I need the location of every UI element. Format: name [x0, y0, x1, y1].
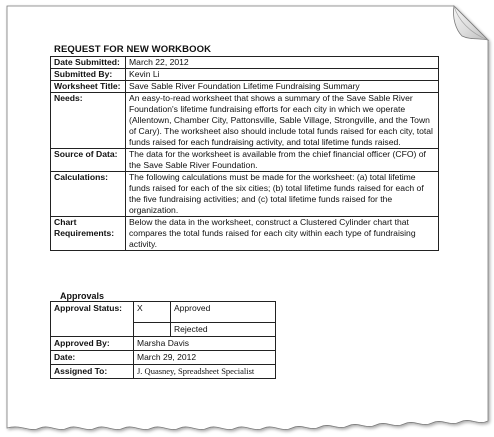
- row-value: The data for the worksheet is available from the chief financial officer (CFO) of the Save Sable River Foundation.: [126, 149, 439, 172]
- approvals-title: Approvals: [60, 291, 105, 301]
- table-row: [51, 302, 276, 323]
- assigned-to-value: J. Quasney, Spreadsheet Specialist: [134, 365, 276, 379]
- table-row: [51, 365, 276, 379]
- row-label: Source of Data:: [51, 149, 126, 172]
- table-row: [51, 57, 439, 69]
- approvals-table: [50, 301, 276, 379]
- table-row: [51, 351, 276, 365]
- table-row: [51, 217, 439, 251]
- row-label: Submitted By:: [51, 69, 126, 81]
- request-table: [50, 56, 439, 251]
- date-value: March 29, 2012: [134, 351, 276, 365]
- row-label: Calculations:: [51, 172, 126, 217]
- row-label: Worksheet Title:: [51, 81, 126, 93]
- row-value: Kevin Li: [126, 69, 439, 81]
- table-row: [51, 93, 439, 149]
- row-value: The following calculations must be made for the worksheet: (a) total lifetime funds raised for each of the six cities; (b) total lifetime funds raised for each of the five fundraising activities; and (c) total lifetime funds raised for the organization.: [126, 172, 439, 217]
- row-label: Chart Requirements:: [51, 217, 126, 251]
- document-title: REQUEST FOR NEW WORKBOOK: [54, 44, 212, 55]
- row-value: Save Sable River Foundation Lifetime Fundraising Summary: [126, 81, 439, 93]
- rejected-option: Rejected: [171, 323, 276, 337]
- assigned-to-label: Assigned To:: [51, 365, 134, 379]
- approved-by-label: Approved By:: [51, 337, 134, 351]
- date-label: Date:: [51, 351, 134, 365]
- table-row: [51, 337, 276, 351]
- row-value: An easy-to-read worksheet that shows a summary of the Save Sable River Foundation's lifetime fundraising efforts for each city in which we operate (Allentown, Chamber City, Pattonsville, Sable Village, Strongville, and the Town of Cary). The worksheet also should include total funds raised for each city, total funds raised for each fundraising activity, and total lifetime funds raised.: [126, 93, 439, 149]
- row-value: Below the data in the worksheet, construct a Clustered Cylinder chart that compares the total funds raised for each city within each type of fundraising activity.: [126, 217, 439, 251]
- row-label: Needs:: [51, 93, 126, 149]
- table-row: [51, 172, 439, 217]
- approval-status-mark: X: [134, 302, 171, 323]
- table-row: [51, 149, 439, 172]
- table-row: [51, 69, 439, 81]
- row-value: March 22, 2012: [126, 57, 439, 69]
- approved-by-value: Marsha Davis: [134, 337, 276, 351]
- approval-status-label: Approval Status:: [51, 302, 134, 337]
- table-row: [51, 81, 439, 93]
- rejected-mark: [134, 323, 171, 337]
- row-label: Date Submitted:: [51, 57, 126, 69]
- approved-option: Approved: [171, 302, 276, 323]
